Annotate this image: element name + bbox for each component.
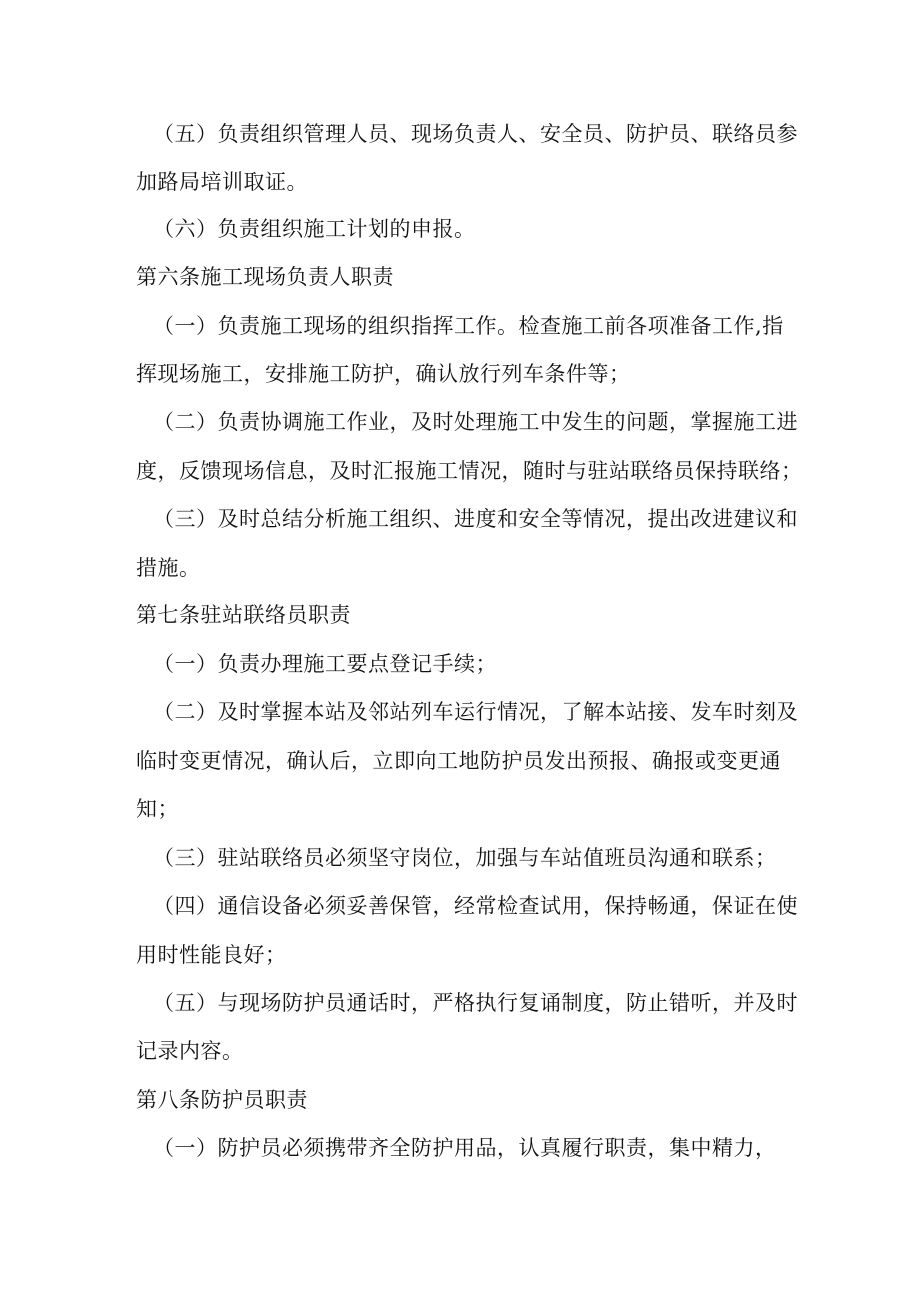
paragraph-line: （二）及时掌握本站及邻站列车运行情况，了解本站接、发车时刻及 [153, 700, 798, 724]
paragraph-line: （一）负责施工现场的组织指挥工作。检查施工前各项准备工作,指 [153, 314, 784, 338]
paragraph-line: （一）负责办理施工要点登记手续； [153, 652, 497, 676]
paragraph-line: （四）通信设备必须妥善保管，经常检查试用，保持畅通，保证在使 [153, 894, 798, 918]
section-heading: 第八条防护员职责 [136, 1088, 308, 1112]
paragraph-line: （一）防护员必须携带齐全防护用品，认真履行职责，集中精力， [153, 1136, 777, 1160]
paragraph-line: 度，反馈现场信息，及时汇报施工情况，随时与驻站联络员保持联络； [136, 459, 803, 483]
section-heading: 第六条施工现场负责人职责 [136, 265, 394, 289]
paragraph-line: 挥现场施工，安排施工防护，确认放行列车条件等； [136, 362, 631, 386]
paragraph-line: 用时性能良好； [136, 943, 287, 967]
paragraph-line: 记录内容。 [136, 1039, 244, 1063]
paragraph-line: （三）驻站联络员必须坚守岗位，加强与车站值班员沟通和联系； [153, 846, 777, 870]
paragraph-line: 知； [136, 797, 179, 821]
section-heading: 第七条驻站联络员职责 [136, 603, 351, 627]
paragraph-line: 措施。 [136, 556, 201, 580]
paragraph-line: （五）与现场防护员通话时，严格执行复诵制度，防止错听，并及时 [153, 991, 798, 1015]
paragraph-line: （三）及时总结分析施工组织、进度和安全等情况，提出改进建议和 [153, 507, 798, 531]
paragraph-line: 加路局培训取证。 [136, 170, 308, 194]
paragraph-line: （五）负责组织管理人员、现场负责人、安全员、防护员、联络员参 [153, 122, 798, 146]
paragraph-line: （二）负责协调施工作业，及时处理施工中发生的问题，掌握施工进 [153, 410, 798, 434]
paragraph-line: （六）负责组织施工计划的申报。 [153, 217, 476, 241]
paragraph-line: 临时变更情况，确认后，立即向工地防护员发出预报、确报或变更通 [136, 749, 781, 773]
